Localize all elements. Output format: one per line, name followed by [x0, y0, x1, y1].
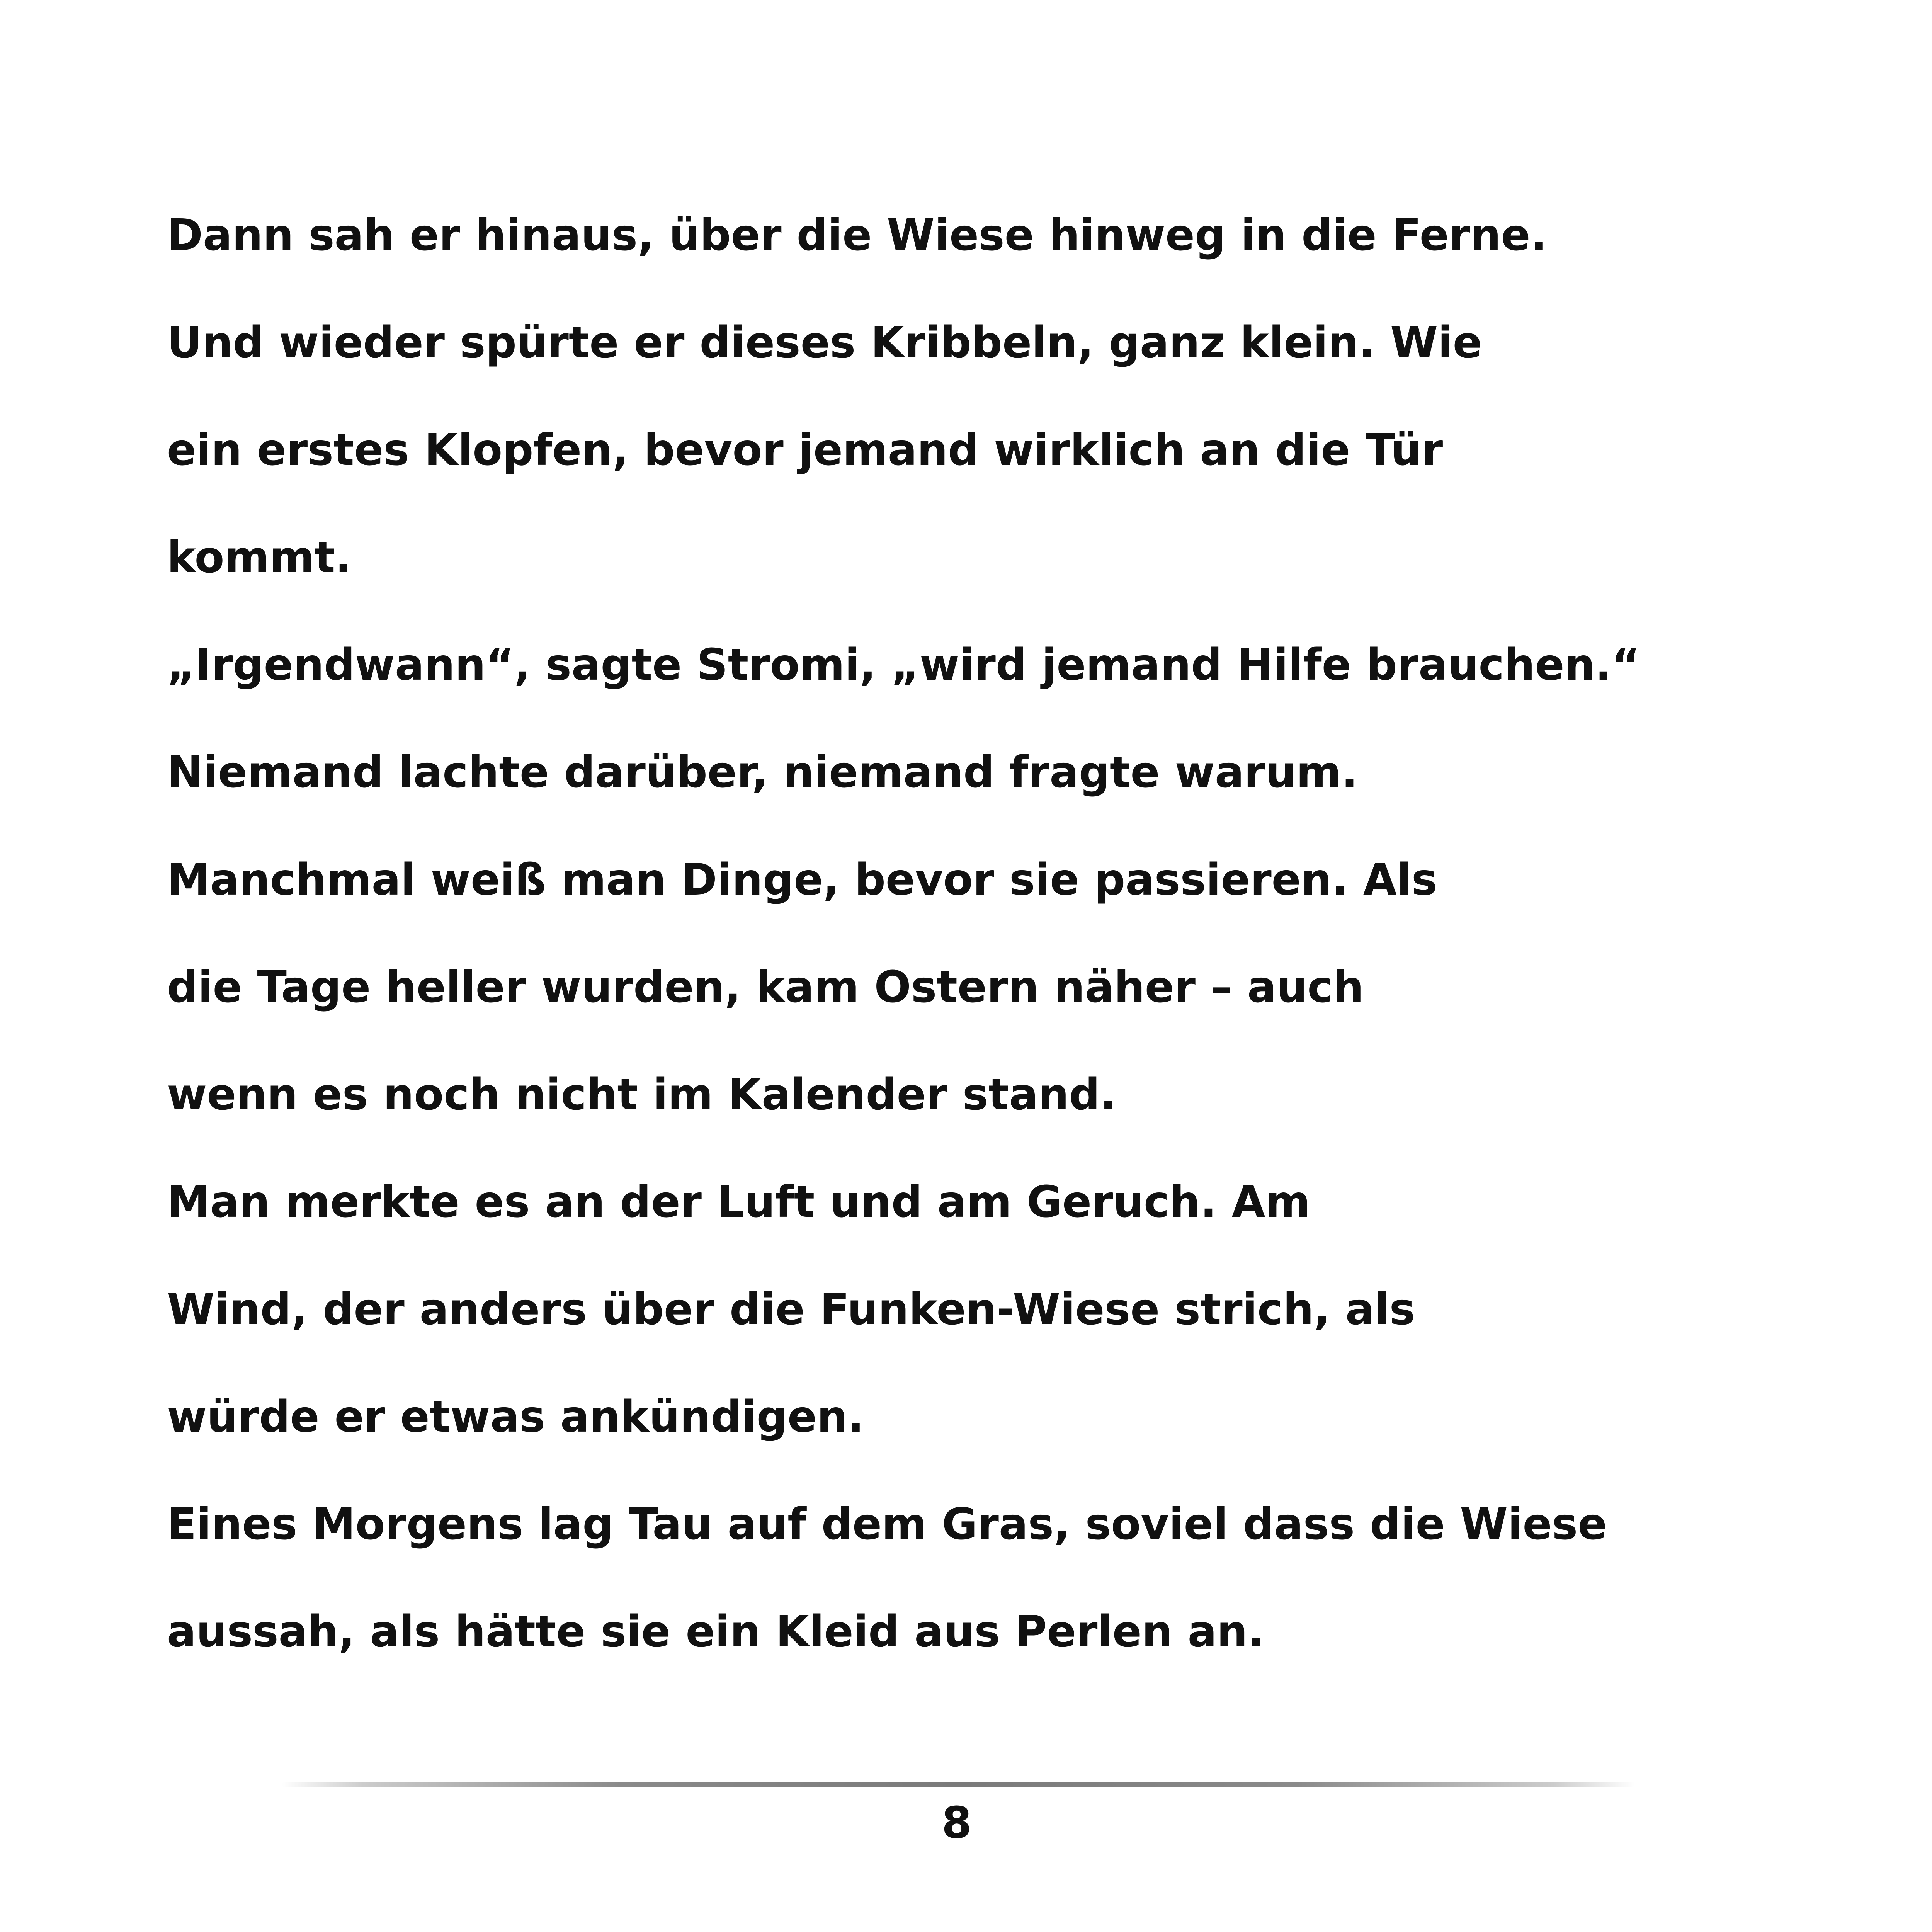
body-text: [167, 182, 1867, 1685]
text-line: Wind, der anders über die Funken-Wiese strich, als: [167, 1284, 1415, 1335]
text-line: aussah, als hätte sie ein Kleid aus Perlen an.: [167, 1607, 1264, 1657]
text-line: Eines Morgens lag Tau auf dem Gras, soviel dass die Wiese: [167, 1499, 1607, 1549]
text-line: wenn es noch nicht im Kalender stand.: [167, 1070, 1117, 1120]
text-line: Und wieder spürte er dieses Kribbeln, ganz klein. Wie: [167, 318, 1482, 368]
text-line: Man merkte es an der Luft und am Geruch. Am: [167, 1177, 1311, 1227]
text-line: ein erstes Klopfen, bevor jemand wirklich an die Tür: [167, 425, 1443, 475]
text-line: Manchmal weiß man Dinge, bevor sie passieren. Als: [167, 855, 1437, 905]
text-line: würde er etwas ankündigen.: [167, 1392, 864, 1442]
text-line: Niemand lachte darüber, niemand fragte warum.: [167, 747, 1358, 798]
text-line: Dann sah er hinaus, über die Wiese hinweg in die Ferne.: [167, 210, 1547, 260]
page-number: 8: [942, 1798, 972, 1848]
footer-divider: [282, 1782, 1634, 1787]
text-line: „Irgendwann“, sagte Stromi, „wird jemand Hilfe brauchen.“: [167, 640, 1640, 690]
text-line: kommt.: [167, 532, 352, 583]
text-line: die Tage heller wurden, kam Ostern näher – auch: [167, 962, 1364, 1012]
